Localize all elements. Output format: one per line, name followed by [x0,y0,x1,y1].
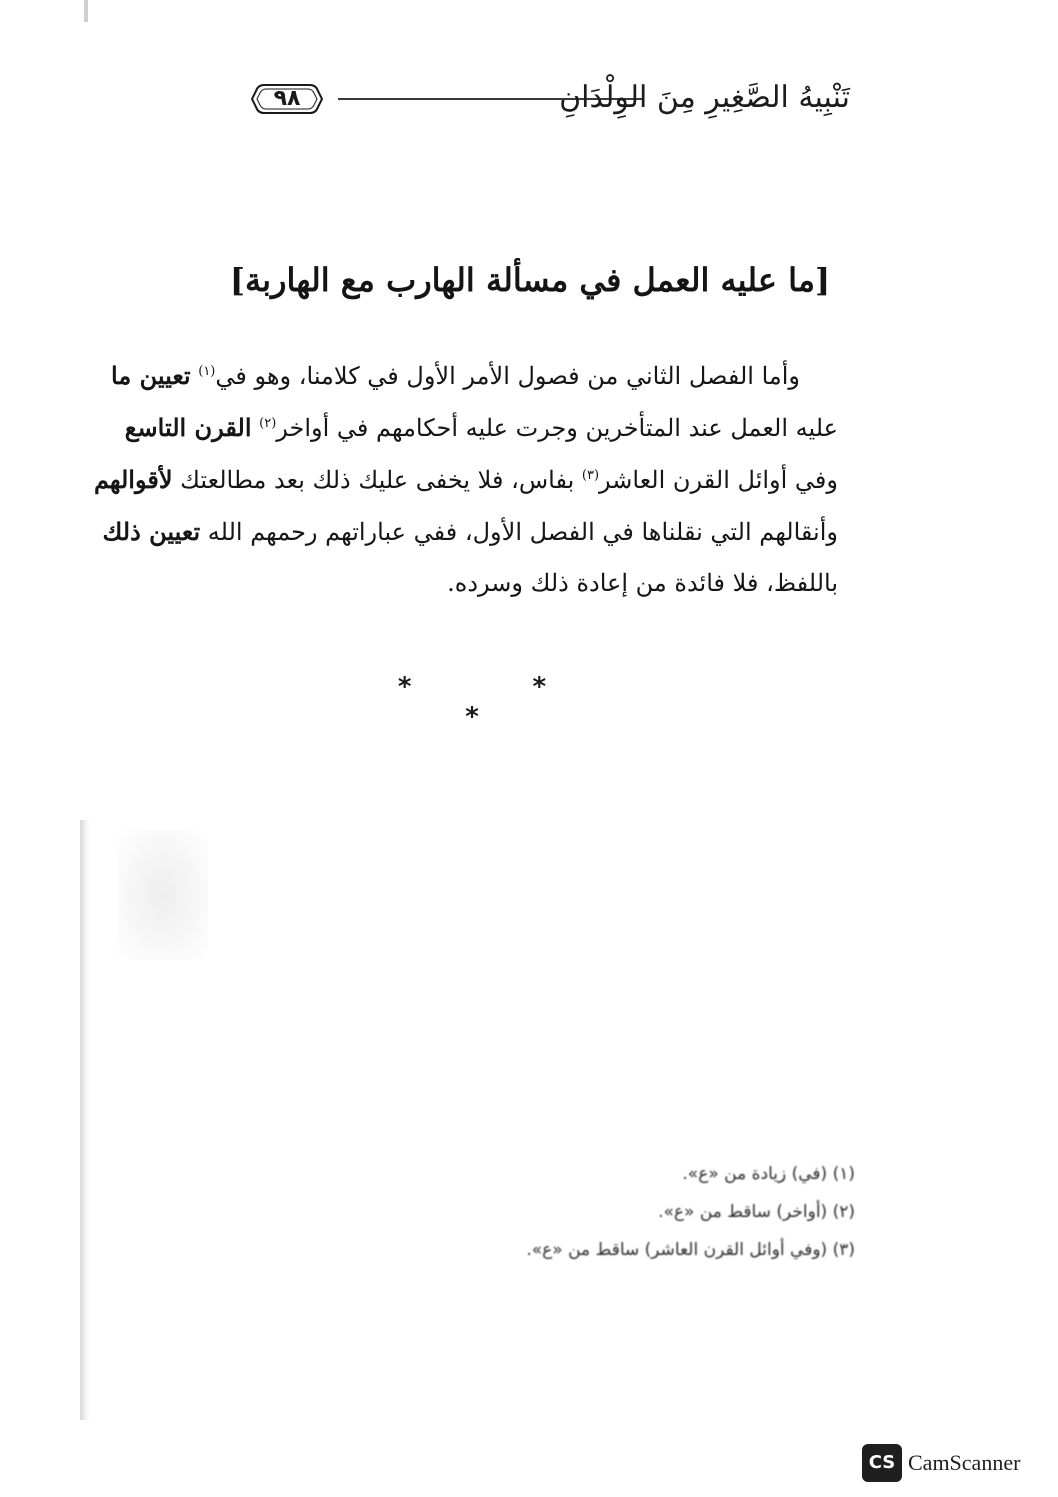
body-text: وأنقالهم التي نقلناها في الفصل الأول، ففي عباراتهم رحمهم الله [207,518,838,546]
page-edge-top [84,0,88,22]
running-header-title: تَنْبِيهُ الصَّغِيرِ مِنَ الوِلْدَانِ [559,80,850,115]
page-binding-shadow [80,820,90,1420]
footnote-ref: (٢) [259,416,277,431]
footnote: (٣) (وفي أوائل القرن العاشر) ساقط من «ع». [526,1240,855,1260]
running-header [100,76,850,126]
page-number: ٩٨ [273,86,301,111]
body-text: بفاس، فلا يخفى عليك ذلك بعد مطالعتك [180,466,575,494]
camscanner-label: CamScanner [908,1450,1021,1475]
section-heading: [ما عليه العمل في مسألة الهارب مع الهاربة] [229,261,831,299]
footnotes [430,1155,855,1269]
body-line [102,506,838,558]
footnote: (٢) (أواخر) ساقط من «ع». [658,1202,855,1222]
bold-phrase: لأقوالهم [93,465,173,494]
page-number-badge [250,82,324,116]
footnote-ref: (٣) [581,468,600,483]
camscanner-logo-icon: CS [862,1444,902,1482]
body-line [118,402,838,454]
body-line [111,350,838,402]
body-text: وأما الفصل الثاني من فصول الأمر الأول في كلامنا، وهو في [215,362,800,390]
body-paragraph [93,350,838,609]
bold-phrase: تعيين ذلك [102,517,201,546]
footnote: (١) (في) زيادة من «ع». [682,1164,855,1184]
body-line: باللفظ، فلا فائدة من إعادة ذلك وسرده. [447,569,838,597]
body-line [93,454,838,506]
bold-phrase: تعيين ما [111,361,191,390]
section-separator: * * * [397,672,603,732]
scan-smudge [118,830,208,960]
footnote-ref: (١) [198,364,216,379]
body-text: وفي أوائل القرن العاشر [599,466,838,494]
bold-phrase: القرن التاسع [124,413,252,442]
body-text: عليه العمل عند المتأخرين وجرت عليه أحكامهم في أواخر [276,414,838,442]
